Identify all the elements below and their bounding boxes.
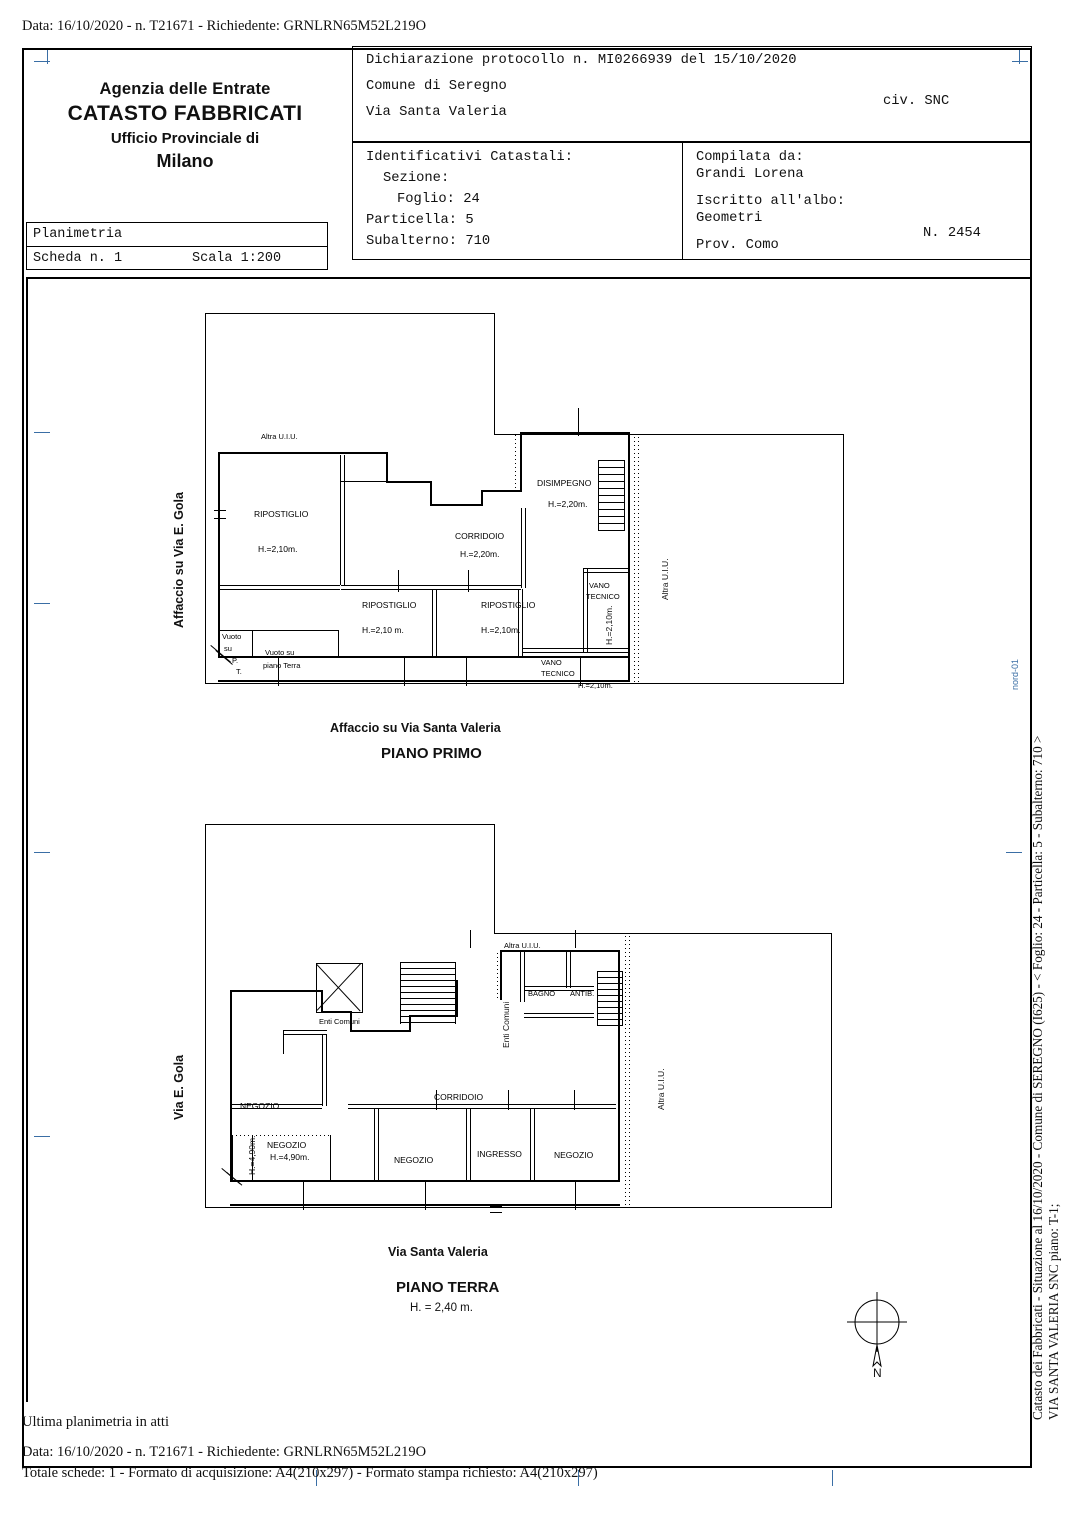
room-label: Altra U.I.U. bbox=[660, 558, 670, 600]
room-height: H.=4,90m. bbox=[270, 1152, 310, 1162]
room-height: H.=2,20m. bbox=[548, 499, 588, 509]
street-label-bottom: Via Santa Valeria bbox=[388, 1245, 488, 1259]
floor-caption: PIANO PRIMO bbox=[381, 745, 482, 762]
agency-name: Agenzia delle Entrate bbox=[99, 80, 271, 98]
footer-line-1: Ultima planimetria in atti bbox=[22, 1414, 169, 1430]
room-label: T. bbox=[236, 667, 242, 676]
drawing-area bbox=[26, 277, 1032, 1402]
crop-mark bbox=[832, 1470, 833, 1486]
side-legend-small: nord-01 bbox=[1010, 658, 1020, 690]
room-label: TECNICO bbox=[586, 592, 620, 601]
prov-value: Prov. Como bbox=[696, 238, 779, 253]
room-label: CORRIDOIO bbox=[455, 531, 505, 541]
room-label: BAGNO bbox=[528, 989, 556, 998]
identificativi-foglio: Foglio: 24 bbox=[397, 192, 480, 207]
declaration-address-row bbox=[353, 94, 1031, 120]
planimetria-box bbox=[26, 222, 328, 270]
floor-caption: PIANO TERRA bbox=[396, 1279, 500, 1296]
room-label: P. bbox=[232, 656, 239, 665]
room-label: su bbox=[224, 644, 232, 653]
footer-line-3: Totale schede: 1 - Formato di acquisizione: A4(210x297) - Formato stampa richiesto: A4(210x297) bbox=[22, 1465, 598, 1482]
room-label: TECNICO bbox=[541, 669, 575, 678]
declaration-comune: Comune di Seregno bbox=[366, 79, 507, 94]
room-height: H.=4,90m. bbox=[247, 1135, 257, 1175]
room-label: VANO bbox=[541, 658, 562, 667]
declaration-protocol: Dichiarazione protocollo n. MI0266939 del 15/10/2020 bbox=[366, 53, 797, 68]
room-label: NEGOZIO bbox=[554, 1150, 594, 1160]
room-label: Vuoto bbox=[222, 632, 242, 641]
room-label: DISIMPEGNO bbox=[537, 478, 592, 488]
room-height: H.=2,10 m. bbox=[362, 625, 404, 635]
compilata-label: Compilata da: bbox=[696, 150, 804, 165]
room-label: piano Terra bbox=[263, 661, 301, 670]
declaration-street: Via Santa Valeria bbox=[366, 105, 507, 120]
scheda-number: Scheda n. 1 bbox=[33, 251, 123, 266]
room-label: NEGOZIO bbox=[240, 1101, 280, 1111]
document-header-meta: Data: 16/10/2020 - n. T21671 - Richiedente: GRNLRN65M52L219O bbox=[22, 18, 427, 34]
compilata-name: Grandi Lorena bbox=[696, 167, 804, 182]
room-label: RIPOSTIGLIO bbox=[481, 600, 536, 610]
side-legend-line1: Catasto dei Fabbricati - Situazione al 16/10/2020 - Comune di SEREGNO (I625) - < Foglio: 24 - Particella: 5 - Subalterno: 710 > bbox=[1030, 735, 1045, 1420]
compass-north-label: N bbox=[873, 1366, 882, 1380]
room-label: NEGOZIO bbox=[267, 1140, 307, 1150]
albo-label: Iscritto all'albo: bbox=[696, 194, 846, 209]
room-height: H.=2,10m. bbox=[578, 681, 613, 690]
room-label: NEGOZIO bbox=[394, 1155, 434, 1165]
room-label: RIPOSTIGLIO bbox=[254, 509, 309, 519]
scala-value: Scala 1:200 bbox=[192, 251, 282, 266]
room-height: H.=2,20m. bbox=[460, 549, 500, 559]
identificativi-title: Identificativi Catastali: bbox=[366, 150, 573, 165]
room-label: RIPOSTIGLIO bbox=[362, 600, 417, 610]
side-legend-line2: VIA SANTA VALERIA SNC piano: T-1; bbox=[1045, 1203, 1061, 1420]
room-label: Enti Comuni bbox=[501, 1001, 511, 1048]
agency-office: Ufficio Provinciale di bbox=[110, 130, 260, 147]
identificativi-box bbox=[352, 142, 682, 260]
compilata-box bbox=[682, 142, 1032, 260]
room-label: INGRESSO bbox=[477, 1149, 522, 1159]
room-height: H.=2,10m. bbox=[604, 605, 614, 645]
room-label: ANTIB. bbox=[570, 989, 595, 998]
street-label-left: Via E. Gola bbox=[172, 1054, 186, 1120]
side-legend bbox=[1030, 420, 1061, 1420]
room-label: Vuoto su bbox=[265, 648, 295, 657]
scheda-row bbox=[27, 247, 327, 274]
street-label-bottom: Affaccio su Via Santa Valeria bbox=[330, 721, 501, 735]
room-label: Enti Comuni bbox=[319, 1017, 360, 1026]
declaration-civico: civ. SNC bbox=[883, 94, 950, 109]
room-height: H.=2,10m. bbox=[258, 544, 298, 554]
agency-block bbox=[40, 80, 330, 172]
identificativi-subalterno: Subalterno: 710 bbox=[366, 234, 491, 249]
room-label: Altra U.I.U. bbox=[504, 941, 541, 950]
room-label: Altra U.I.U. bbox=[656, 1068, 666, 1110]
identificativi-particella: Particella: 5 bbox=[366, 213, 474, 228]
albo-value: Geometri bbox=[696, 211, 763, 226]
room-height: H.=2,10m. bbox=[481, 625, 521, 635]
declaration-box bbox=[352, 46, 1032, 142]
identificativi-sezione: Sezione: bbox=[383, 171, 450, 186]
floor-height: H. = 2,40 m. bbox=[410, 1302, 473, 1314]
compass-rose bbox=[845, 1290, 915, 1385]
room-label: Altra U.I.U. bbox=[261, 432, 298, 441]
agency-city: Milano bbox=[156, 151, 214, 171]
document-footer bbox=[22, 1412, 598, 1484]
street-label-left: Affaccio su Via E. Gola bbox=[172, 492, 186, 628]
albo-number: N. 2454 bbox=[923, 226, 981, 241]
agency-registry: CATASTO FABBRICATI bbox=[67, 102, 303, 125]
room-label: CORRIDOIO bbox=[434, 1092, 484, 1102]
planimetria-title: Planimetria bbox=[27, 223, 327, 247]
room-label: VANO bbox=[589, 581, 610, 590]
prov-row bbox=[683, 226, 1031, 253]
footer-line-2: Data: 16/10/2020 - n. T21671 - Richiedente: GRNLRN65M52L219O bbox=[22, 1444, 427, 1461]
